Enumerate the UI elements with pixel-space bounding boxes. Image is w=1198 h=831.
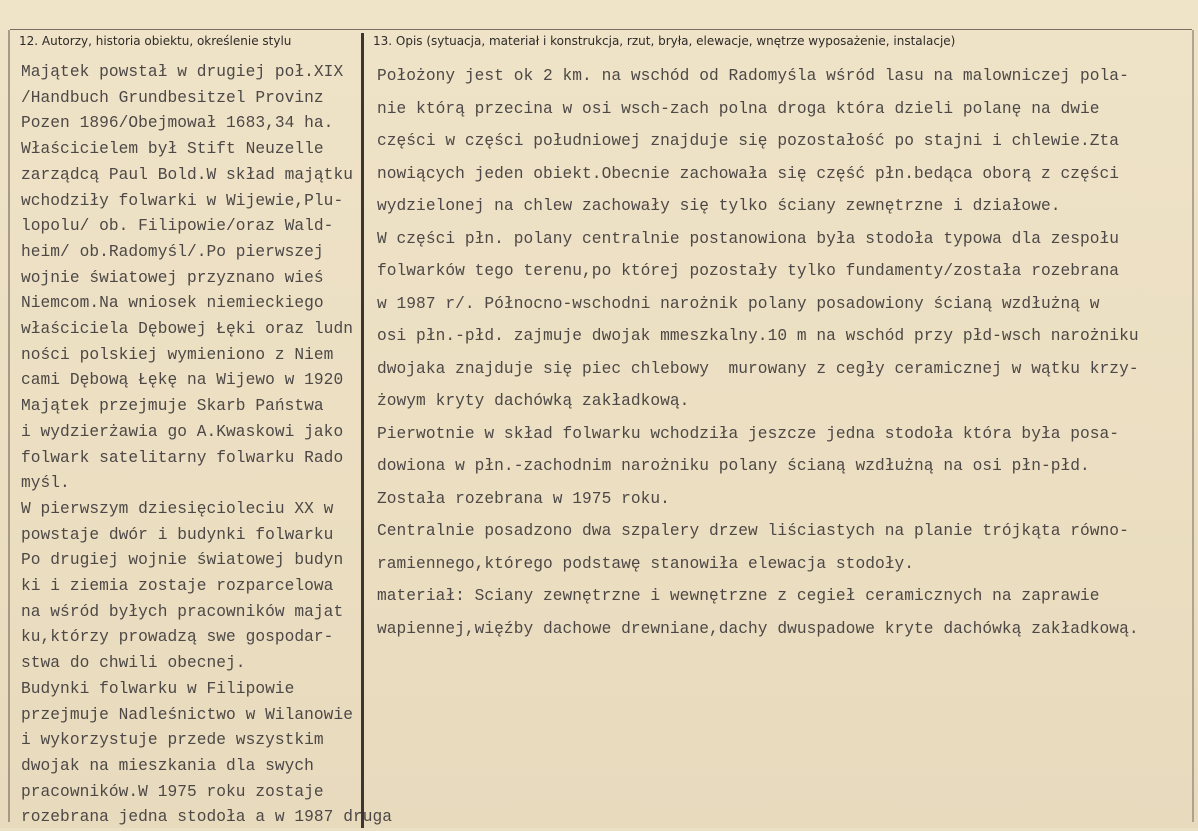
history-text-line: i wydzierżawia go A.Kwaskowi jako — [21, 422, 344, 441]
description-text-line: nowiących jeden obiekt.Obecnie zachowała się część płn.bedąca oborą z części — [377, 164, 1120, 183]
history-text-line: myśl. — [21, 474, 70, 493]
description-text-line: Położony jest ok 2 km. na wschód od Radomyśla wśród lasu na malowniczej pola- — [377, 67, 1129, 85]
history-text-line: wojnie światowej przyznano wieś — [21, 268, 324, 287]
section-13-header: 13. Opis (sytuacja, materiał i konstrukcja, rzut, bryła, elewacje, wnętrze wyposażenie, instalacje) — [373, 34, 956, 48]
history-text-line: i wykorzystuje przede wszystkim — [21, 731, 324, 750]
description-text-line: dowiona w płn.-zachodnim narożniku polany ścianą wzdłużną na osi płn-płd. — [377, 457, 1090, 475]
history-text-line: wchodziły folwarki w Wijewie,Plu- — [21, 191, 344, 210]
section-12-header: 12. Autorzy, historia obiektu, określenie stylu — [19, 34, 292, 48]
history-text-line: Pozen 1896/Obejmował 1683,34 ha. — [21, 114, 334, 133]
history-text-line: Niemcom.Na wniosek niemieckiego — [21, 294, 324, 313]
history-text-line: lopolu/ ob. Filipowie/oraz Wald- — [21, 217, 334, 236]
description-text-line: wydzielonej na chlew zachowały się tylko ściany zewnętrzne i działowe. — [377, 197, 1061, 215]
left-border — [8, 30, 10, 822]
description-text-line: wapiennej,więźby dachowe drewniane,dachy dwuspadowe kryte dachówką zakładkową. — [377, 619, 1139, 638]
history-text-column — [21, 60, 392, 831]
history-text-line: na wśród byłych pracowników majat — [21, 602, 344, 621]
description-text-line: żowym kryty dachówką zakładkową. — [377, 392, 690, 410]
history-text-line: heim/ ob.Radomyśl/.Po pierwszej — [21, 242, 324, 261]
description-text-line: Pierwotnie w skład folwarku wchodziła jeszcze jedna stodoła która była posa- — [377, 424, 1120, 443]
history-text-line: ki i ziemia zostaje rozparcelowa — [21, 577, 334, 596]
description-text-line: części w części południowej znajduje się pozostałość po stajni i chlewie.Zta — [377, 132, 1120, 150]
history-text-line: Właścicielem był Stift Neuzelle — [21, 140, 324, 159]
description-text-line: nie którą przecina w osi wsch-zach polna droga która dzieli polanę na dwie — [377, 99, 1100, 118]
history-text-line: właściciela Dębowej Łęki oraz ludn — [21, 320, 353, 339]
history-text-line: ku,którzy prowadzą swe gospodar- — [21, 628, 334, 647]
history-text-line: rozebrana jedna stodoła a w 1987 druga — [21, 808, 393, 827]
history-text-line: folwark satelitarny folwarku Rado — [21, 448, 344, 467]
description-text-line: materiał: Sciany zewnętrzne i wewnętrzne z cegieł ceramicznych na zaprawie — [377, 587, 1100, 605]
history-text-line: ności polskiej wymieniono z Niem — [21, 345, 334, 364]
history-text-line: cami Dębową Łękę na Wijewo w 1920 — [21, 371, 344, 390]
history-text-line: przejmuje Nadleśnictwo w Wilanowie — [21, 705, 353, 724]
description-text-line: W części płn. polany centralnie postanowiona była stodoła typowa dla zespołu — [377, 229, 1120, 248]
history-text-line: Majątek przejmuje Skarb Państwa — [21, 397, 324, 416]
history-text-line: W pierwszym dziesięcioleciu XX w — [21, 499, 334, 518]
history-text-line: powstaje dwór i budynki folwarku — [21, 525, 334, 544]
description-text-line: w 1987 r/. Północno-wschodni narożnik polany posadowiony ścianą wzdłużną w — [377, 294, 1100, 313]
history-text-line: stwa do chwili obecnej. — [21, 654, 246, 673]
history-text-line: Budynki folwarku w Filipowie — [21, 679, 295, 698]
history-text-line: /Handbuch Grundbesitzel Provinz — [21, 88, 324, 107]
description-text-line: ramiennego,którego podstawę stanowiła elewacja stodoły. — [377, 554, 915, 573]
right-border — [1192, 30, 1194, 822]
description-text-line: dwojaka znajduje się piec chlebowy murowany z cegły ceramicznej w wątku krzy- — [377, 359, 1139, 378]
description-text-column — [377, 60, 1139, 645]
description-text-line: Została rozebrana w 1975 roku. — [377, 489, 670, 508]
description-text-line: Centralnie posadzono dwa szpalery drzew liściastych na planie trójkąta równo- — [377, 522, 1129, 540]
description-text-line: folwarków tego terenu,po której pozostały tylko fundamenty/została rozebrana — [377, 262, 1120, 280]
history-text-line: pracowników.W 1975 roku zostaje — [21, 782, 324, 801]
history-text-line: Po drugiej wojnie światowej budyn — [21, 551, 344, 570]
history-text-line: dwojak na mieszkania dla swych — [21, 756, 314, 775]
history-text-line: zarządcą Paul Bold.W skład majątku — [21, 165, 353, 184]
description-text-line: osi płn.-płd. zajmuje dwojak mmeszkalny.10 m na wschód przy płd-wsch narożniku — [377, 327, 1139, 345]
header-rule — [10, 29, 1192, 30]
history-text-line: Majątek powstał w drugiej poł.XIX — [21, 63, 344, 81]
